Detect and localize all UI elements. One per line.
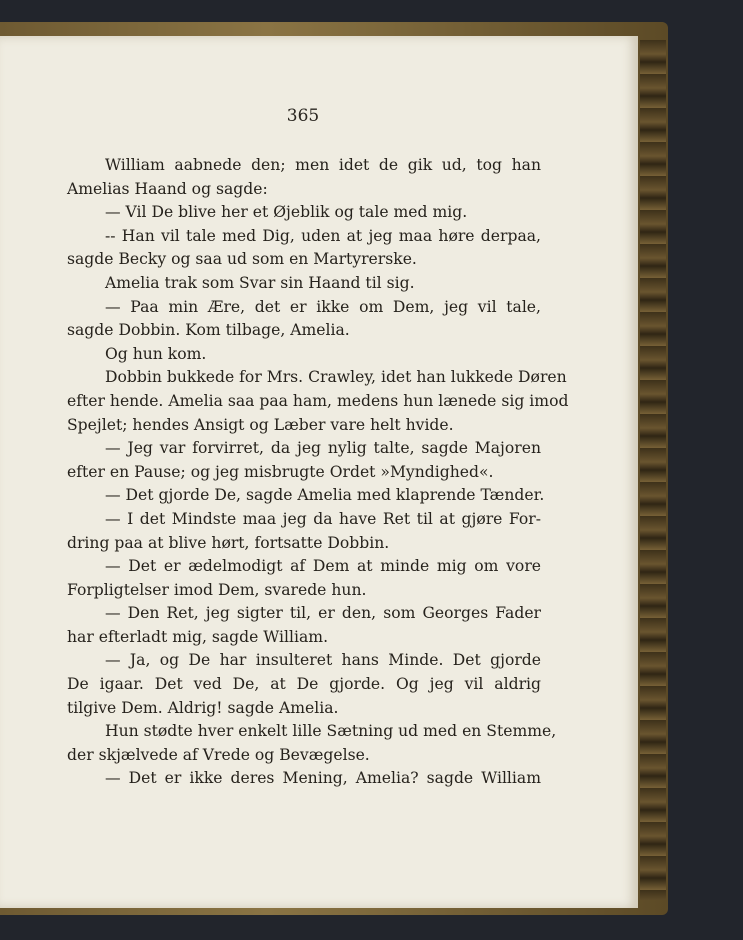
text-line: sagde Dobbin. Kom tilbage, Amelia. bbox=[67, 321, 350, 340]
text-line: Hun stødte hver enkelt lille Sætning ud med en Stemme, bbox=[105, 722, 557, 741]
book-page bbox=[0, 36, 638, 908]
text-body bbox=[67, 154, 569, 791]
text-line: tilgive Dem. Aldrig! sagde Amelia. bbox=[67, 698, 339, 717]
text-line: — Det er ikke deres Mening, Amelia? sagde William bbox=[105, 769, 541, 788]
text-line: har efterladt mig, sagde William. bbox=[67, 627, 329, 646]
text-line: -- Han vil tale med Dig, uden at jeg maa høre derpaa, bbox=[105, 226, 541, 245]
text-line: Dobbin bukkede for Mrs. Crawley, idet han lukkede Døren bbox=[105, 368, 567, 387]
text-line: — Det gjorde De, sagde Amelia med klaprende Tænder. bbox=[105, 486, 545, 505]
text-line: — Det er ædelmodigt af Dem at minde mig om vore bbox=[105, 557, 541, 576]
text-line: William aabnede den; men idet de gik ud, tog han bbox=[105, 156, 541, 174]
text-line: Forpligtelser imod Dem, svarede hun. bbox=[67, 580, 367, 599]
text-line: efter en Pause; og jeg misbrugte Ordet »Myndighed«. bbox=[67, 462, 494, 481]
text-line: dring paa at blive hørt, fortsatte Dobbin. bbox=[67, 533, 390, 552]
text-line: — I det Mindste maa jeg da have Ret til at gjøre For- bbox=[105, 509, 541, 528]
text-line: sagde Becky og saa ud som en Martyrerske. bbox=[67, 250, 417, 269]
page-number: 365 bbox=[286, 106, 320, 126]
text-line: Amelias Haand og sagde: bbox=[67, 179, 268, 198]
text-line: — Ja, og De har insulteret hans Minde. Det gjorde bbox=[105, 651, 541, 670]
text-line: — Jeg var forvirret, da jeg nylig talte, sagde Majoren bbox=[105, 439, 541, 458]
text-line: efter hende. Amelia saa paa ham, medens hun lænede sig imod bbox=[67, 391, 569, 410]
text-line: Spejlet; hendes Ansigt og Læber vare helt hvide. bbox=[67, 415, 454, 434]
text-line: — Paa min Ære, det er ikke om Dem, jeg vil tale, bbox=[105, 297, 541, 316]
text-line: Amelia trak som Svar sin Haand til sig. bbox=[105, 273, 415, 292]
text-line: der skjælvede af Vrede og Bevægelse. bbox=[67, 745, 370, 764]
text-line: — Den Ret, jeg sigter til, er den, som Georges Fader bbox=[105, 604, 541, 623]
text-line: — Vil De blive her et Øjeblik og tale med mig. bbox=[105, 203, 468, 222]
text-line: De igaar. Det ved De, at De gjorde. Og jeg vil aldrig bbox=[67, 675, 541, 694]
text-line: Og hun kom. bbox=[105, 344, 207, 363]
cover-edge bbox=[640, 40, 666, 900]
